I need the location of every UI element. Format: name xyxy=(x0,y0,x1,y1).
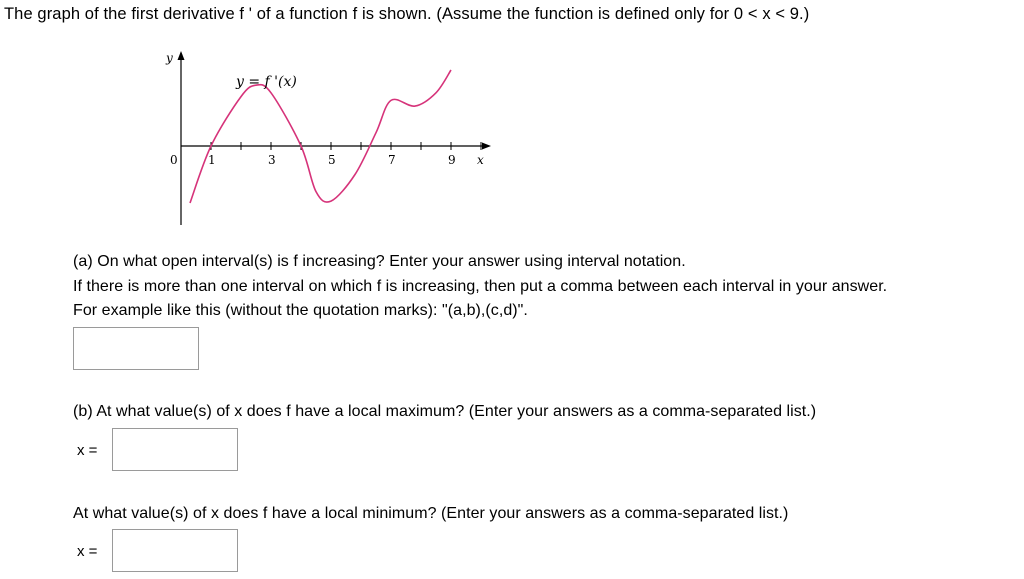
x-axis-arrow-icon xyxy=(482,143,491,150)
part-b-x-label: x = xyxy=(77,442,98,459)
x-tick-label: 5 xyxy=(328,153,336,167)
derivative-graph xyxy=(150,48,510,228)
x-axis-label: x xyxy=(477,153,484,167)
local-max-answer-input[interactable] xyxy=(112,428,238,471)
y-axis-arrow-icon xyxy=(178,51,185,60)
x-tick-label: 7 xyxy=(388,153,396,167)
part-a-line-2: If there is more than one interval on which f is increasing, then put a comma between each interval in your answer. xyxy=(73,277,888,295)
origin-label: 0 xyxy=(170,153,178,167)
part-a-question xyxy=(73,253,887,327)
x-tick-label: 1 xyxy=(208,153,216,167)
part-c-question: At what value(s) of x does f have a local minimum? (Enter your answers as a comma-separated list.) xyxy=(73,505,789,522)
curve-label: y = f '(x) xyxy=(236,74,297,90)
local-min-answer-input[interactable] xyxy=(112,529,238,572)
part-c-x-label: x = xyxy=(77,543,98,560)
derivative-curve xyxy=(190,70,451,203)
x-tick-label: 3 xyxy=(268,153,276,167)
part-b-question: (b) At what value(s) of x does f have a local maximum? (Enter your answers as a comma-separated list.) xyxy=(73,403,817,420)
part-a-line-1: (a) On what open interval(s) is f increasing? Enter your answer using interval notation. xyxy=(73,253,686,270)
problem-statement: The graph of the first derivative f ' of a function f is shown. (Assume the function is defined only for 0 < x < 9.) xyxy=(4,5,810,23)
y-axis-label: y xyxy=(166,51,173,65)
x-tick-label: 9 xyxy=(448,153,456,167)
part-a-answer-input[interactable] xyxy=(73,327,199,370)
x-tick-labels xyxy=(208,153,456,167)
part-a-line-3: For example like this (without the quotation marks): "(a,b),(c,d)". xyxy=(73,302,528,319)
